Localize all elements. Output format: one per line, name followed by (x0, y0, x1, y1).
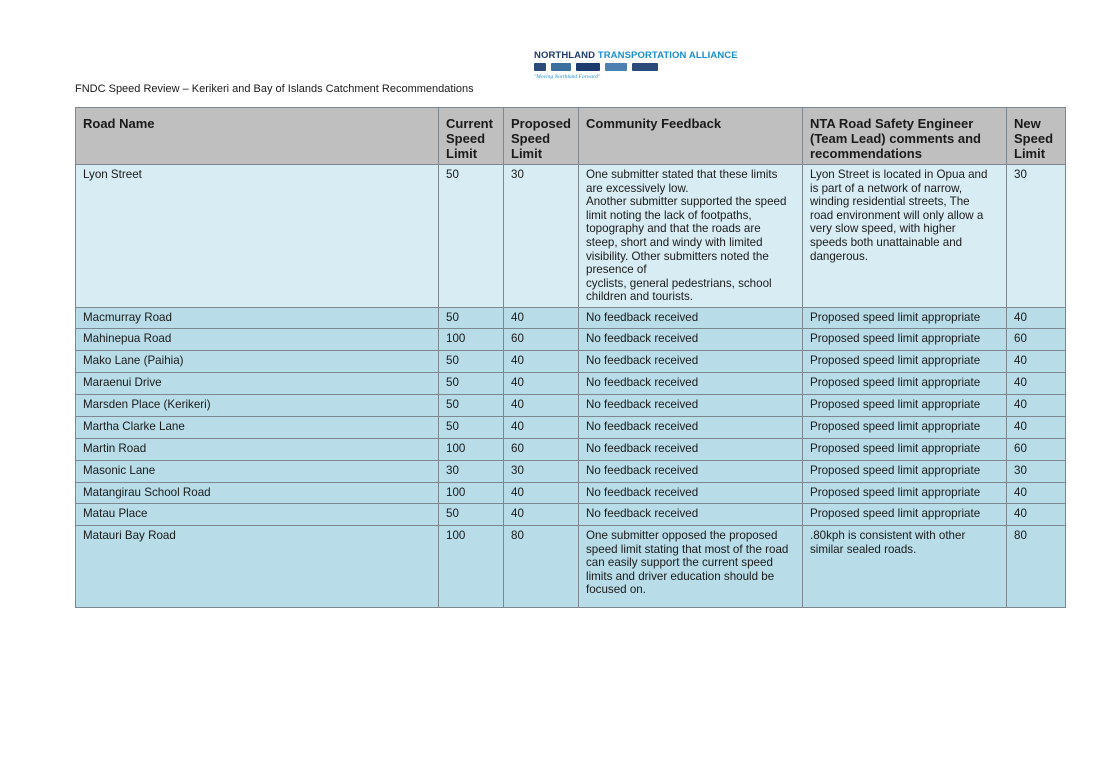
cell-proposed-speed: 40 (504, 372, 579, 394)
logo-title: NORTHLAND TRANSPORTATION ALLIANCE (534, 50, 738, 61)
cell-current-speed: 100 (439, 328, 504, 350)
cell-community-feedback: One submitter opposed the proposed speed limit stating that most of the road can easily support the current speed limits and driver education should be focused on. (579, 525, 803, 607)
cell-road-name: Lyon Street (76, 165, 439, 308)
table-row (76, 307, 1066, 328)
cell-road-name: Martin Road (76, 438, 439, 460)
cell-current-speed: 50 (439, 372, 504, 394)
cell-nta-comments: Proposed speed limit appropriate (803, 438, 1007, 460)
table-row (76, 482, 1066, 503)
cell-nta-comments: Proposed speed limit appropriate (803, 394, 1007, 416)
cell-new-speed: 40 (1007, 350, 1066, 372)
cell-proposed-speed: 40 (504, 350, 579, 372)
cell-current-speed: 30 (439, 460, 504, 482)
cell-proposed-speed: 40 (504, 416, 579, 438)
cell-road-name: Matau Place (76, 503, 439, 525)
cell-road-name: Masonic Lane (76, 460, 439, 482)
cell-community-feedback: No feedback received (579, 503, 803, 525)
cell-proposed-speed: 40 (504, 307, 579, 328)
cell-nta-comments: Proposed speed limit appropriate (803, 503, 1007, 525)
cell-current-speed: 50 (439, 416, 504, 438)
header-nta-comments: NTA Road Safety Engineer (Team Lead) comments and recommendations (803, 108, 1007, 165)
cell-current-speed: 50 (439, 165, 504, 308)
cell-road-name: Matauri Bay Road (76, 525, 439, 607)
partner-logo-icon (534, 63, 546, 71)
cell-proposed-speed: 30 (504, 165, 579, 308)
table-row (76, 438, 1066, 460)
partner-logo-icon (576, 63, 600, 71)
cell-current-speed: 50 (439, 307, 504, 328)
cell-community-feedback: No feedback received (579, 307, 803, 328)
cell-new-speed: 80 (1007, 525, 1066, 607)
cell-proposed-speed: 40 (504, 482, 579, 503)
cell-road-name: Martha Clarke Lane (76, 416, 439, 438)
cell-new-speed: 30 (1007, 460, 1066, 482)
cell-proposed-speed: 80 (504, 525, 579, 607)
cell-proposed-speed: 40 (504, 503, 579, 525)
header-road-name: Road Name (76, 108, 439, 165)
cell-current-speed: 100 (439, 482, 504, 503)
table-row (76, 394, 1066, 416)
table-row (76, 416, 1066, 438)
cell-community-feedback: No feedback received (579, 438, 803, 460)
cell-road-name: Mako Lane (Paihia) (76, 350, 439, 372)
document-title: FNDC Speed Review – Kerikeri and Bay of Islands Catchment Recommendations (75, 83, 474, 95)
logo-tagline: "Moving Northland Forward" (534, 74, 601, 80)
partner-logo-icon (605, 63, 627, 71)
cell-community-feedback: No feedback received (579, 482, 803, 503)
cell-community-feedback: No feedback received (579, 416, 803, 438)
cell-nta-comments: Proposed speed limit appropriate (803, 372, 1007, 394)
cell-nta-comments: .80kph is consistent with other similar sealed roads. (803, 525, 1007, 607)
cell-community-feedback: No feedback received (579, 394, 803, 416)
cell-community-feedback: No feedback received (579, 328, 803, 350)
table-row (76, 525, 1066, 607)
cell-current-speed: 50 (439, 394, 504, 416)
table-row (76, 503, 1066, 525)
cell-proposed-speed: 60 (504, 438, 579, 460)
partner-logos (534, 62, 700, 72)
cell-new-speed: 40 (1007, 307, 1066, 328)
cell-new-speed: 30 (1007, 165, 1066, 308)
northland-transportation-alliance-logo (534, 50, 738, 82)
table-row (76, 372, 1066, 394)
cell-proposed-speed: 40 (504, 394, 579, 416)
cell-community-feedback: No feedback received (579, 350, 803, 372)
cell-community-feedback: No feedback received (579, 460, 803, 482)
cell-nta-comments: Lyon Street is located in Opua and is part of a network of narrow, winding residential streets, The road environment will only allow a very slow speed, with higher speeds both unattainable and dangerous. (803, 165, 1007, 308)
table-row (76, 165, 1066, 308)
cell-road-name: Maraenui Drive (76, 372, 439, 394)
cell-road-name: Marsden Place (Kerikeri) (76, 394, 439, 416)
cell-community-feedback: One submitter stated that these limits are excessively low. Another submitter supported the speed limit noting the lack of footpaths, topography and that the roads are steep, short and windy with limited visibility. Other submitters noted the presence of cyclists, general pedestrians, school children and tourists. (579, 165, 803, 308)
header-current-speed-limit: Current Speed Limit (439, 108, 504, 165)
header-community-feedback: Community Feedback (579, 108, 803, 165)
cell-nta-comments: Proposed speed limit appropriate (803, 328, 1007, 350)
cell-new-speed: 60 (1007, 438, 1066, 460)
table-header-row (76, 108, 1066, 165)
partner-logo-icon (551, 63, 571, 71)
header-proposed-speed-limit: Proposed Speed Limit (504, 108, 579, 165)
cell-nta-comments: Proposed speed limit appropriate (803, 307, 1007, 328)
cell-new-speed: 40 (1007, 372, 1066, 394)
cell-new-speed: 60 (1007, 328, 1066, 350)
cell-current-speed: 50 (439, 503, 504, 525)
partner-logo-icon (632, 63, 658, 71)
cell-road-name: Mahinepua Road (76, 328, 439, 350)
cell-community-feedback: No feedback received (579, 372, 803, 394)
header-new-speed-limit: New Speed Limit (1007, 108, 1066, 165)
cell-current-speed: 100 (439, 525, 504, 607)
cell-nta-comments: Proposed speed limit appropriate (803, 416, 1007, 438)
cell-current-speed: 100 (439, 438, 504, 460)
cell-nta-comments: Proposed speed limit appropriate (803, 460, 1007, 482)
cell-current-speed: 50 (439, 350, 504, 372)
cell-road-name: Matangirau School Road (76, 482, 439, 503)
cell-new-speed: 40 (1007, 394, 1066, 416)
cell-new-speed: 40 (1007, 482, 1066, 503)
cell-new-speed: 40 (1007, 503, 1066, 525)
cell-nta-comments: Proposed speed limit appropriate (803, 482, 1007, 503)
table-row (76, 350, 1066, 372)
cell-proposed-speed: 30 (504, 460, 579, 482)
cell-proposed-speed: 60 (504, 328, 579, 350)
cell-road-name: Macmurray Road (76, 307, 439, 328)
speed-review-table (75, 107, 1066, 608)
table-row (76, 328, 1066, 350)
table-row (76, 460, 1066, 482)
cell-nta-comments: Proposed speed limit appropriate (803, 350, 1007, 372)
cell-new-speed: 40 (1007, 416, 1066, 438)
